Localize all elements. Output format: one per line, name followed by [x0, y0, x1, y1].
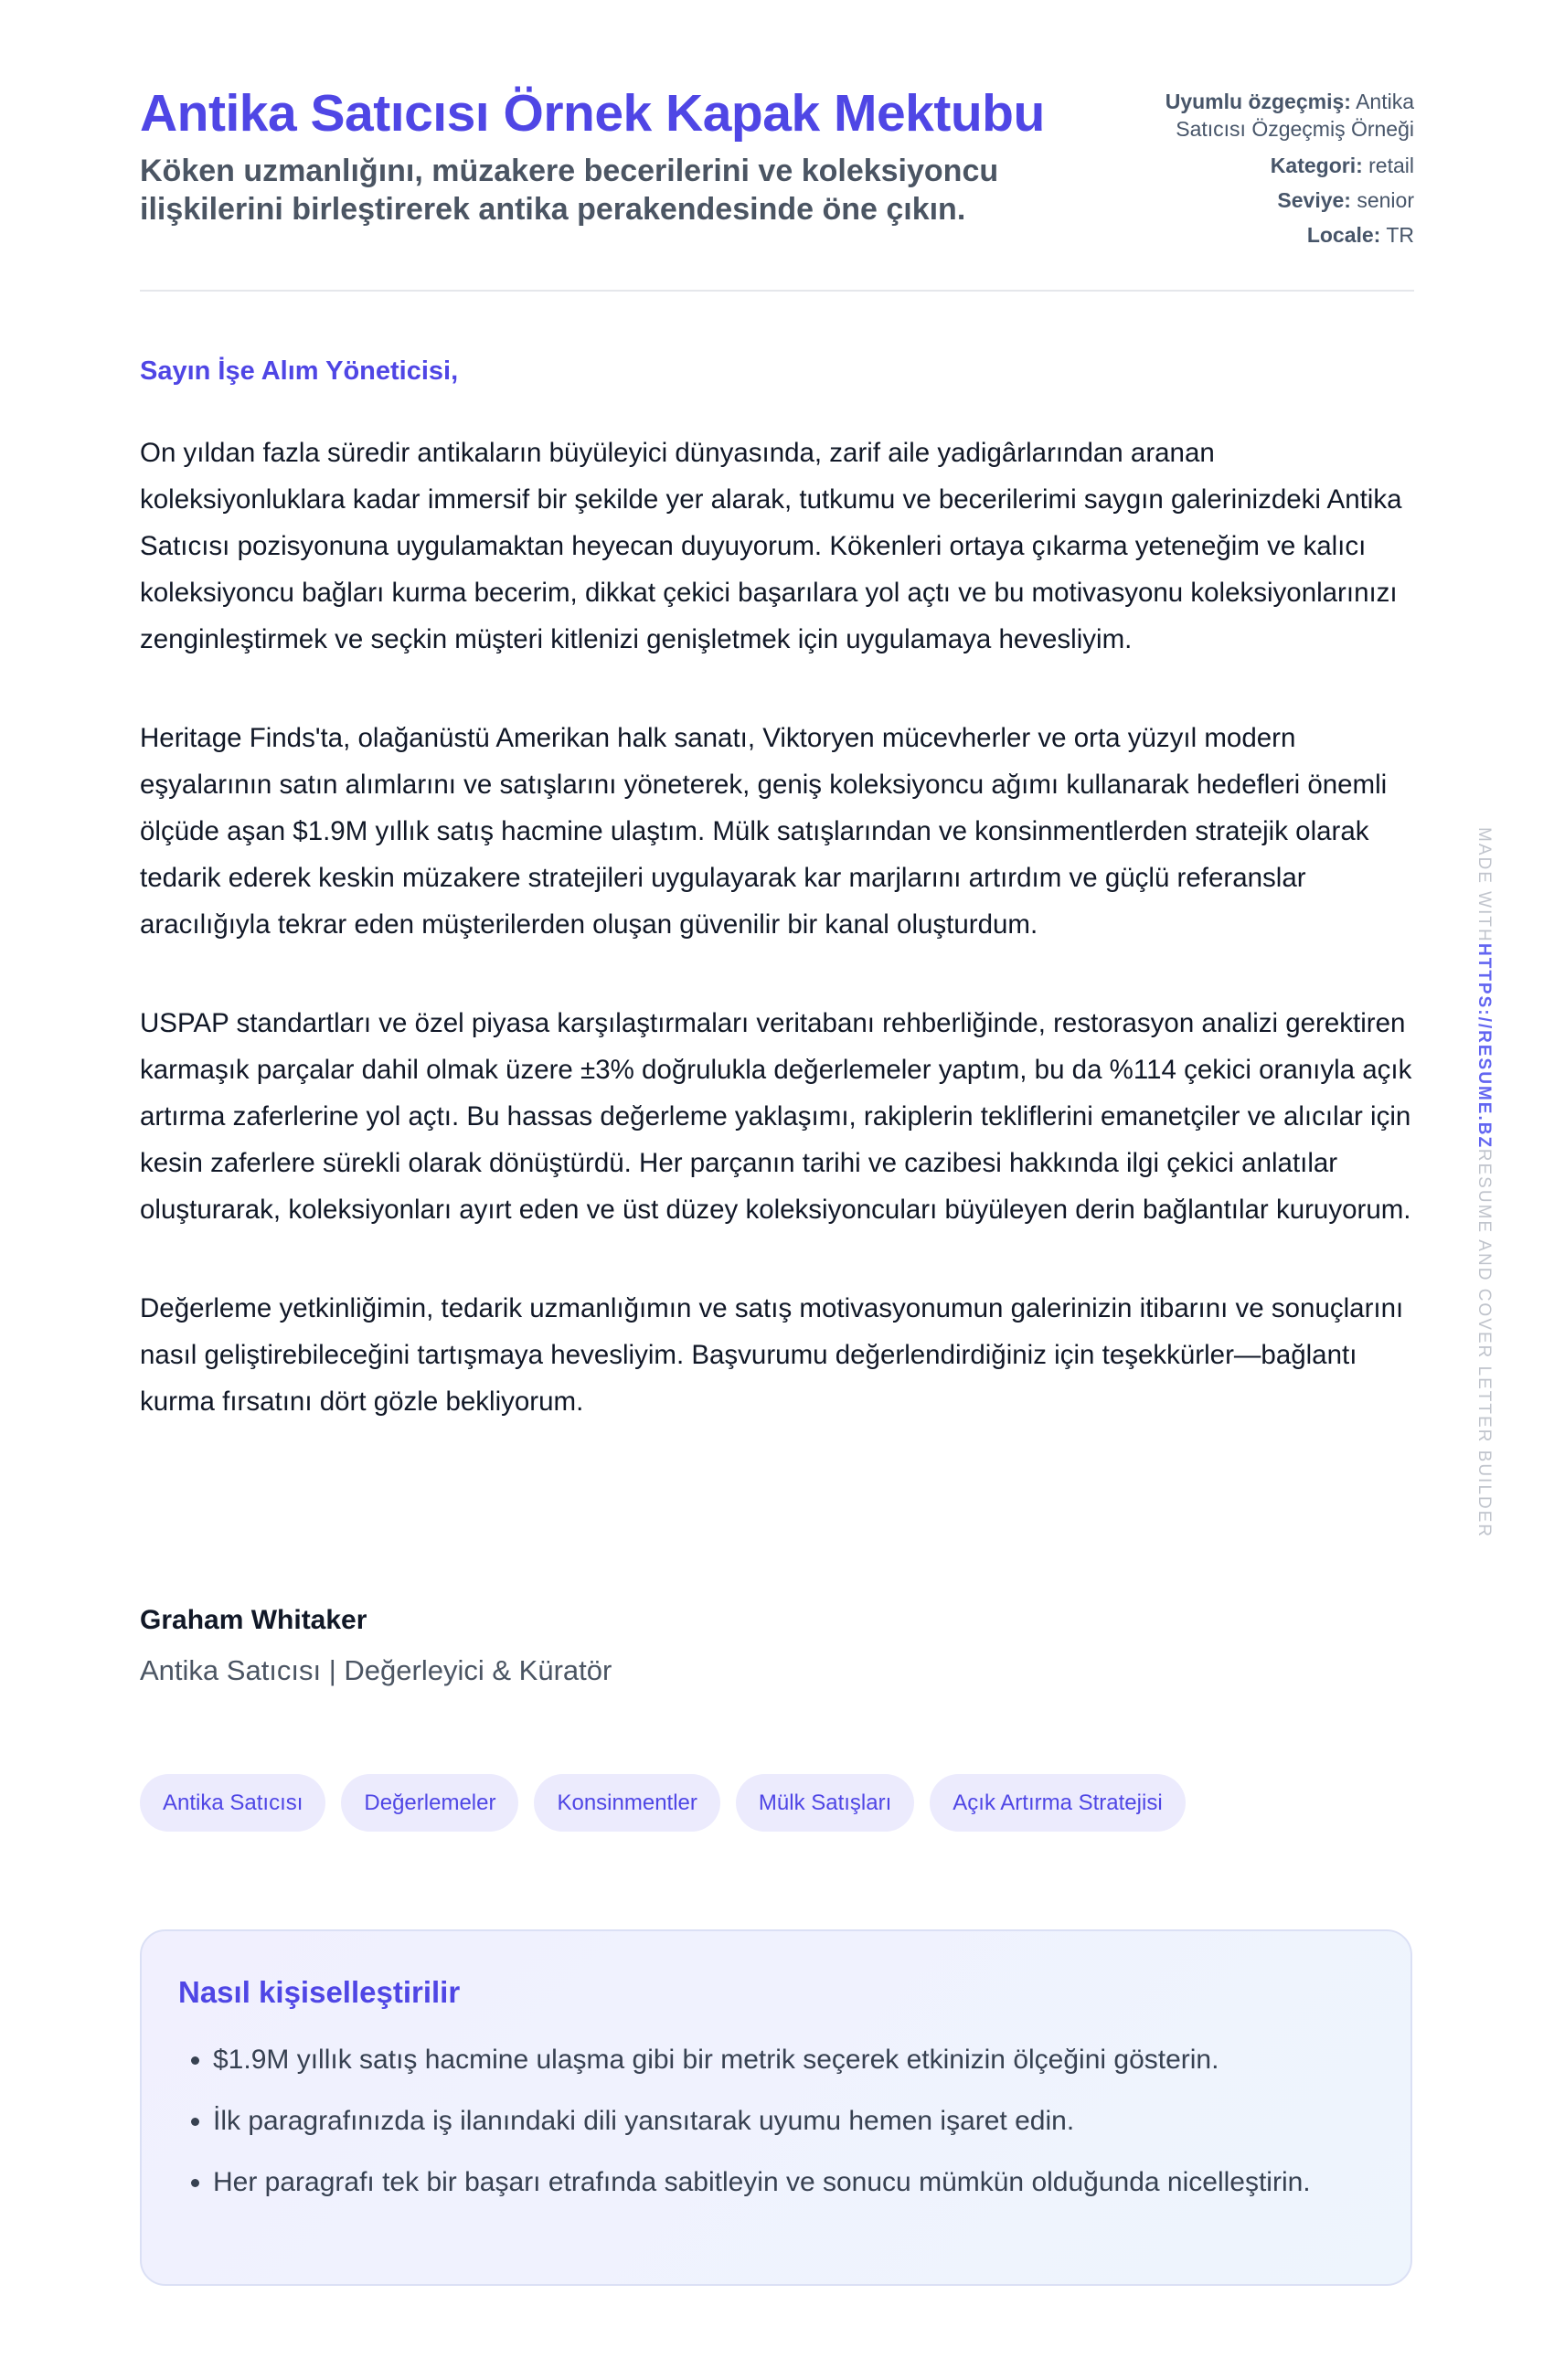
page-header: [140, 84, 1414, 247]
signature-name: Graham Whitaker: [140, 1605, 367, 1635]
tip-item: • İlk paragrafınızda iş ilanındaki dili yansıtarak uyumu hemen işaret edin.: [213, 2098, 1392, 2145]
watermark-link[interactable]: HTTPS://RESUME.BZ: [1474, 942, 1494, 1149]
letter-paragraph: On yıldan fazla süredir antikaların büyüleyici dünyasında, zarif aile yadigârlarından aranan koleksiyonluklara kadar immersif bir şekilde yer alarak, tutkumu ve becerilerimi saygın galerinizdeki Antika Satıcısı pozisyonuna uygulamaktan heyecan duyuyorum. Kökenleri ortaya çıkarma yeteneğim ve kalıcı koleksiyoncu bağları kurma becerim, dikkat çekici başarılara yol açtı ve bu motivasyonu koleksiyonlarınızı zenginleştirmek ve seçkin müşteri kitlenizi genişletmek için uygulamaya hevesliyim.: [140, 438, 1402, 654]
letter-paragraph: Değerleme yetkinliğimin, tedarik uzmanlığımın ve satış motivasyonumun galerinizin itibarını ve sonuçlarını nasıl geliştirebileceğini tartışmaya hevesliyim. Başvurumu değerlendirdiğiniz için teşekkürler—bağlantı kurma fırsatını dört gözle bekliyorum.: [140, 1293, 1404, 1417]
letter-body: [140, 430, 1414, 1477]
letter-paragraph: USPAP standartları ve özel piyasa karşılaştırmaları veritabanı rehberliğinde, restorasyon analizi gerektiren karmaşık parçalar dahil olmak üzere ±3% doğrulukla değerlemeler yaptım, bu da %114 çekici oranıyla açık artırma zaferlerine yol açtı. Bu hassas değerleme yaklaşımı, rakiplerin tekliflerini emanetçiler ve alıcılar için kesin zaferlere sürekli olarak dönüştürdü. Her parçanın tarihi ve cazibesi hakkında ilgi çekici anlatılar oluşturarak, koleksiyonları ayırt eden ve üst düzey koleksiyoncuları büyüleyen derin bağlantılar kuruyorum.: [140, 1008, 1412, 1225]
header-divider: [140, 290, 1414, 292]
tip-item: • $1.9M yıllık satış hacmine ulaşma gibi bir metrik seçerek etkinizin ölçeğini gösterin.: [213, 2036, 1392, 2084]
tag[interactable]: Mülk Satışları: [736, 1774, 914, 1832]
tag[interactable]: Açık Artırma Stratejisi: [930, 1774, 1185, 1832]
meta-resume: Uyumlu özgeçmiş: Antika Satıcısı Özgeçmiş Örneği: [1165, 90, 1414, 141]
personalize-tips-box: [140, 1929, 1412, 2286]
meta-resume-link[interactable]: Antika Satıcısı Özgeçmiş Örneği: [1176, 90, 1414, 141]
tag[interactable]: Antika Satıcısı: [140, 1774, 325, 1832]
watermark: MADE WITHHTTPS://RESUME.BZRESUME AND COVER LETTER BUILDER: [1474, 827, 1494, 1539]
meta-category: Kategori: retail: [1270, 154, 1414, 177]
signature-role: Antika Satıcısı | Değerleyici & Küratör: [140, 1654, 612, 1686]
meta-locale: Locale: TR: [1306, 223, 1414, 247]
tip-item: • Her paragrafı tek bir başarı etrafında sabitleyin ve sonucu mümkün olduğunda nicelleştirin.: [213, 2159, 1392, 2206]
meta-info: [1112, 88, 1414, 252]
tag-list: [140, 1774, 1186, 1832]
salutation: Sayın İşe Alım Yöneticisi,: [140, 356, 459, 386]
letter-paragraph: Heritage Finds'ta, olağanüstü Amerikan halk sanatı, Viktoryen mücevherler ve orta yüzyıl modern eşyalarının satın alımlarını ve satışlarını yöneterek, geniş koleksiyoncu ağımı kullanarak hedefleri önemli ölçüde aşan $1.9M yıllık satış hacmine ulaştım. Mülk satışlarından ve konsinmentlerden stratejik olarak tedarik ederek keskin müzakere stratejileri uygulayarak kar marjlarını artırdım ve güçlü referanslar aracılığıyla tekrar eden müşterilerden oluşan güvenilir bir kanal oluşturdum.: [140, 723, 1388, 940]
page-subtitle: Köken uzmanlığını, müzakere becerilerini ve koleksiyoncu ilişkilerini birleştirerek antika perakendesinde öne çıkın.: [140, 153, 999, 228]
tag[interactable]: Konsinmentler: [534, 1774, 719, 1832]
signature: [140, 1605, 612, 1687]
meta-level: Seviye: senior: [1277, 188, 1414, 212]
tag[interactable]: Değerlemeler: [341, 1774, 518, 1832]
tips-title: Nasıl kişiselleştirilir: [178, 1975, 461, 2009]
page-title: Antika Satıcısı Örnek Kapak Mektubu: [140, 84, 1045, 143]
tips-list: [178, 2036, 1392, 2220]
